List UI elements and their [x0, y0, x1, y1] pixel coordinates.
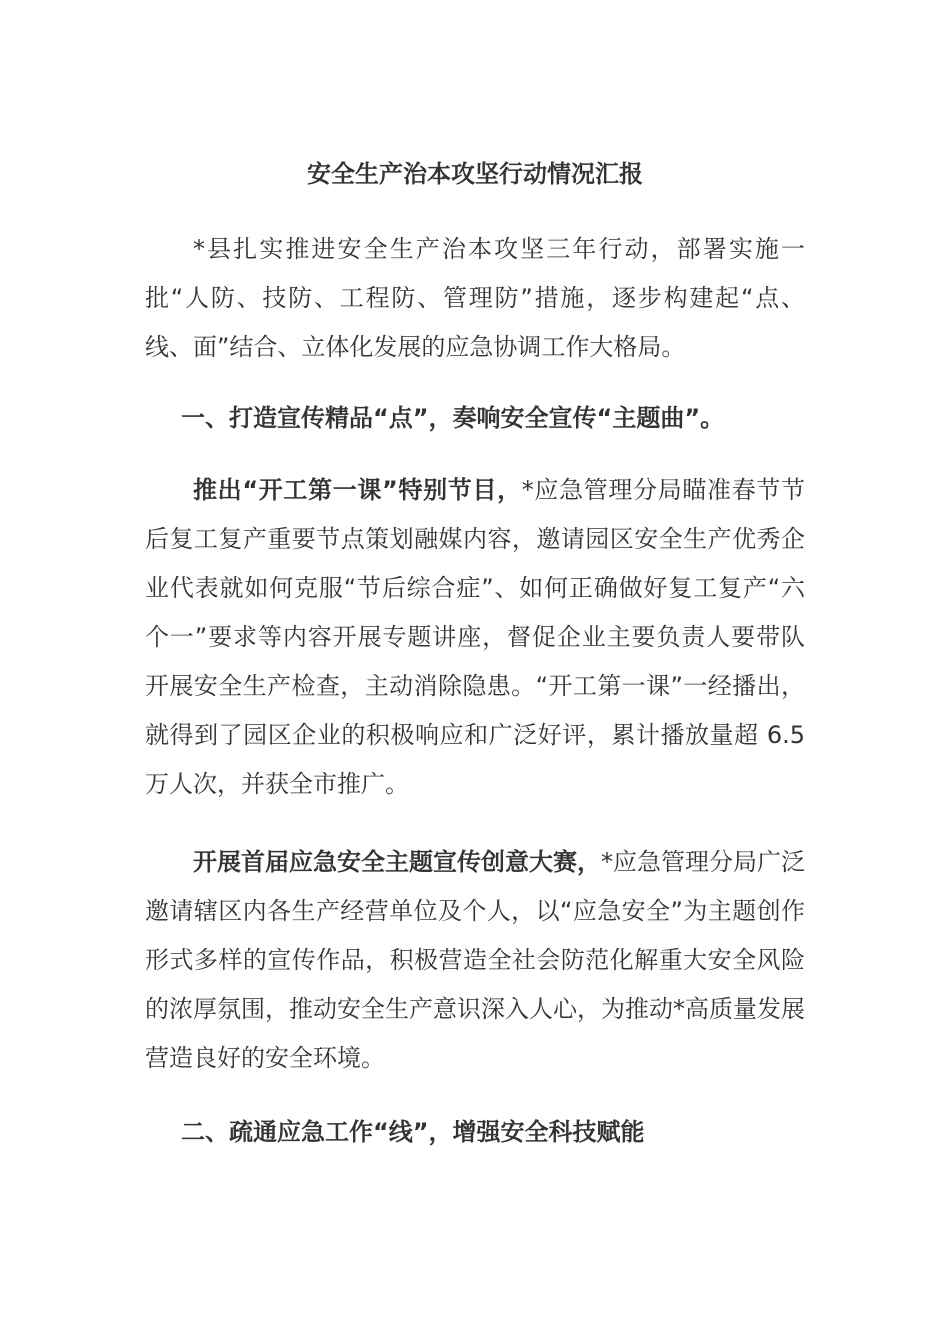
- document-title: 安全生产治本攻坚行动情况汇报: [307, 160, 643, 188]
- paragraph-1: [145, 466, 805, 809]
- section-heading-1: 一、打造宣传精品“点”，奏响安全宣传“主题曲”。: [181, 404, 725, 432]
- paragraph-1-lead: 推出“开工第一课”特别节目，: [193, 476, 522, 504]
- paragraph-2-lead: 开展首届应急安全主题宣传创意大赛，: [193, 848, 601, 876]
- intro-paragraph: *县扎实推进安全生产治本攻坚三年行动，部署实施一批“人防、技防、工程防、管理防”措施，逐步构建起“点、线、面”结合、立体化发展的应急协调工作大格局。: [145, 235, 805, 361]
- paragraph-1-body: *应急管理分局瞄准春节节后复工复产重要节点策划融媒内容，邀请园区安全生产优秀企业代表就如何克服“节后综合症”、如何正确做好复工复产“六个一”要求等内容开展专题讲座，督促企业主要负责人要带队开展安全生产检查，主动消除隐患。“开工第一课”一经播出，就得到了园区企业的积极响应和广泛好评，累计播放量超 6.5 万人次，并获全市推广。: [145, 476, 806, 798]
- section-heading-2: 二、疏通应急工作“线”，增强安全科技赋能: [181, 1118, 645, 1146]
- paragraph-2: [145, 838, 805, 1083]
- paragraph-2-body: *应急管理分局广泛邀请辖区内各生产经营单位及个人，以“应急安全”为主题创作形式多样的宣传作品，积极营造全社会防范化解重大安全风险的浓厚氛围，推动安全生产意识深入人心，为推动*高质量发展营造良好的安全环境。: [145, 848, 805, 1072]
